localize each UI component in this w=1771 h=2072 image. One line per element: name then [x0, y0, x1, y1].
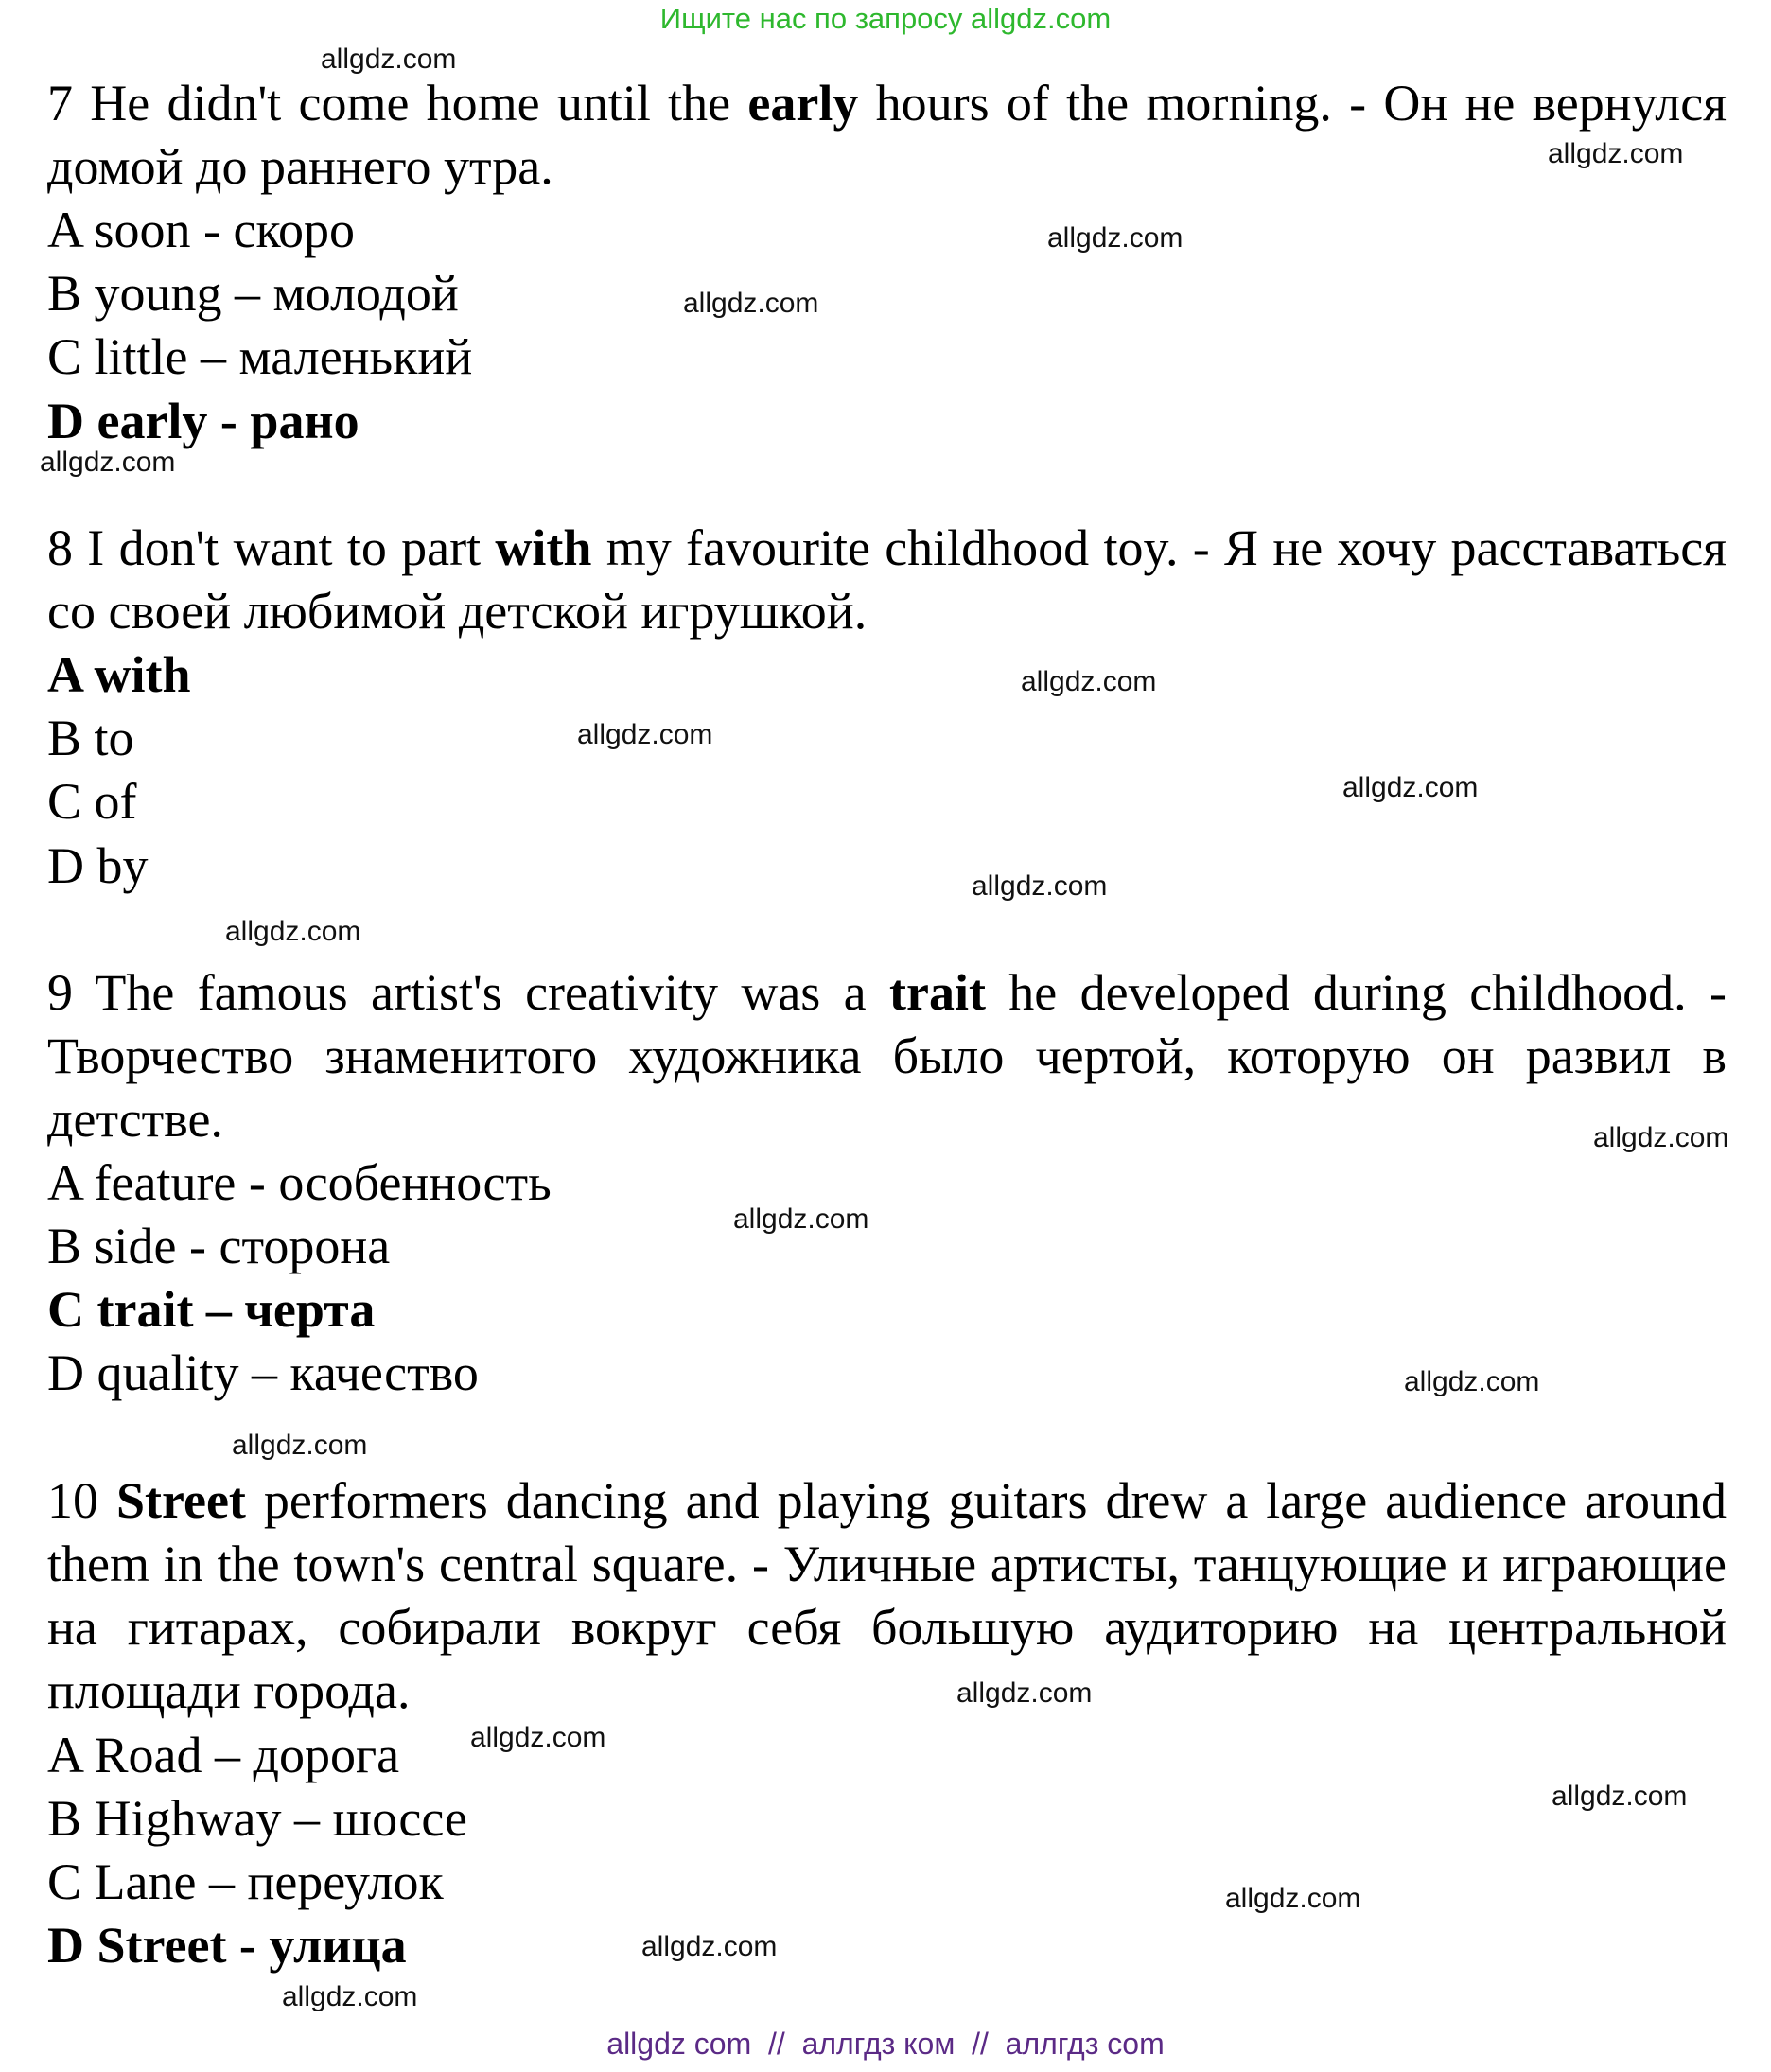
question-8-option-c: C of: [47, 773, 137, 830]
question-10-text: 10 Street performers dancing and playing guitars drew a large audience around them in the town's central square. - Уличные артисты, танцующие и играющие на гитарах, собирали вокруг себя большую аудиторию на центральной площади города.: [47, 1472, 1727, 1719]
question-9-option-a: A feature - особенность: [47, 1154, 552, 1211]
watermark: allgdz.com: [733, 1203, 869, 1235]
question-9-option-c-correct: C trait – черта: [47, 1281, 376, 1338]
question-9-option-b: B side - сторона: [47, 1218, 391, 1274]
watermark: allgdz.com: [1225, 1883, 1361, 1914]
watermark: allgdz.com: [225, 916, 361, 947]
watermark: allgdz.com: [282, 1981, 418, 2012]
question-7-option-c: C little – маленький: [47, 328, 473, 385]
search-hint-banner: Ищите нас по запросу allgdz.com: [659, 2, 1112, 35]
question-10-option-c: C Lane – переулок: [47, 1853, 444, 1910]
watermark: allgdz.com: [1548, 138, 1684, 169]
watermark: allgdz.com: [1342, 772, 1479, 803]
footer-links: allgdz com // аллгдз ком // аллгдз com: [606, 2027, 1165, 2061]
question-7-option-a: A soon - скоро: [47, 202, 355, 258]
watermark: allgdz.com: [577, 719, 713, 750]
question-10-option-d-correct: D Street - улица: [47, 1917, 407, 1974]
watermark: allgdz.com: [1552, 1781, 1688, 1812]
watermark: allgdz.com: [683, 288, 819, 319]
question-8-option-b: B to: [47, 710, 134, 766]
watermark: allgdz.com: [40, 447, 176, 478]
question-7-option-d-correct: D early - рано: [47, 393, 359, 449]
watermark: allgdz.com: [641, 1931, 778, 1962]
question-10-option-b: B Highway – шоссе: [47, 1790, 467, 1847]
watermark: allgdz.com: [956, 1677, 1093, 1709]
watermark: allgdz.com: [972, 870, 1108, 902]
question-keyword: early: [747, 75, 859, 132]
question-10-option-a: A Road – дорога: [47, 1727, 400, 1783]
watermark: allgdz.com: [232, 1430, 368, 1461]
question-9-option-d: D quality – качество: [47, 1344, 479, 1401]
question-8-option-d: D by: [47, 837, 149, 894]
question-keyword: Street: [115, 1472, 246, 1529]
question-7-option-b: B young – молодой: [47, 265, 459, 322]
watermark: allgdz.com: [1021, 666, 1157, 697]
watermark: allgdz.com: [1047, 222, 1184, 254]
question-keyword: with: [495, 519, 592, 576]
question-8-text: 8 I don't want to part with my favourite childhood toy. - Я не хочу расставаться со своей любимой детской игрушкой.: [47, 519, 1727, 640]
question-number: 10: [47, 1472, 98, 1529]
question-9-text: 9 The famous artist's creativity was a trait he developed during childhood. - Творчество знаменитого художника было чертой, которую он развил в детстве.: [47, 964, 1727, 1148]
question-keyword: trait: [889, 964, 986, 1021]
question-number: 7: [47, 75, 73, 132]
watermark: allgdz.com: [1593, 1122, 1729, 1153]
watermark: allgdz.com: [470, 1722, 606, 1753]
watermark: allgdz.com: [321, 44, 457, 75]
watermark: allgdz.com: [1404, 1366, 1540, 1397]
question-7-text: 7 He didn't come home until the early hours of the morning. - Он не вернулся домой до раннего утра.: [47, 75, 1727, 195]
question-number: 8: [47, 519, 73, 576]
question-8-option-a-correct: A with: [47, 646, 191, 703]
question-number: 9: [47, 964, 73, 1021]
